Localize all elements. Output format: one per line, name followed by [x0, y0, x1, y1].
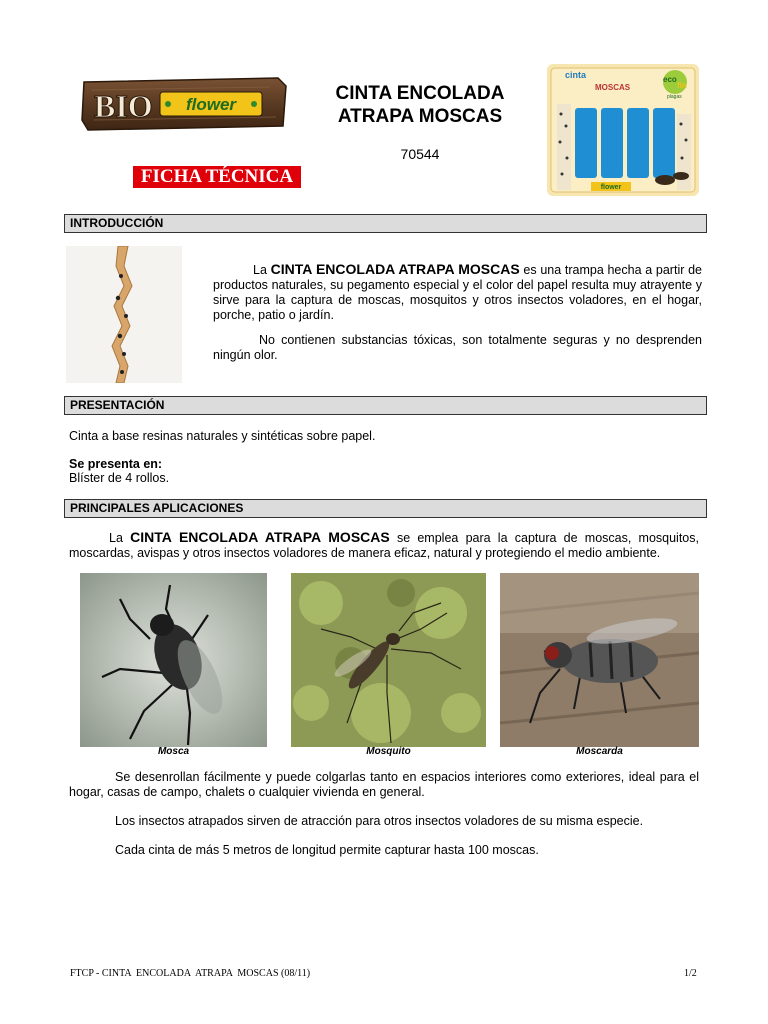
intro-paragraph-1 [213, 262, 702, 323]
logo-flower-text: flower [185, 95, 237, 114]
aplicaciones-paragraph-2: Se desenrollan fácilmente y puede colgarlas tanto en espacios interiores como exteriores, ideal para el hogar, casas de campo, chalets o cualquier vivienda en general. [69, 770, 699, 799]
product-code: 70544 [400, 146, 440, 162]
title-line-1: CINTA ENCOLADA [335, 83, 505, 104]
caption-mosquito: Mosquito [366, 746, 411, 757]
intro-p1-body: es una trampa hecha a partir de productos naturales, su pegamento especial y el color del papel resulta muy atrayente y sirve para la captura de moscas, mosquitos y otros insectos voladores, en el hogar, porche, patio o jardín. [213, 263, 702, 322]
intro-p1-product-name: CINTA ENCOLADA ATRAPA MOSCAS [270, 261, 520, 277]
product-package-image [547, 64, 699, 196]
package-fin-text: fin [677, 81, 687, 90]
aplicaciones-p1-body: se emplea para la captura de moscas, mosquitos, moscardas, avispas y otros insectos voladores de manera eficaz, natural y protegiendo el medio ambiente. [69, 531, 699, 560]
section-bar-presentacion: PRESENTACIÓN [64, 396, 707, 415]
package-brand-text: flower [600, 184, 622, 191]
aplicaciones-paragraph-1 [69, 530, 699, 561]
logo-bio-text: BIO [94, 88, 153, 124]
tape-photo [66, 246, 182, 383]
aplicaciones-p1-product-name: CINTA ENCOLADA ATRAPA MOSCAS [130, 529, 390, 545]
intro-paragraph-2: No contienen substancias tóxicas, son totalmente seguras y no desprenden ningún olor. [213, 333, 702, 362]
caption-moscarda: Moscarda [576, 746, 623, 757]
package-plagas-text: plagas [667, 94, 682, 100]
package-moscas-text: MOSCAS [595, 83, 631, 92]
bio-flower-logo [80, 76, 288, 132]
product-title [312, 82, 528, 128]
intro-p1-prefix: La [253, 263, 267, 277]
mosca-photo [80, 573, 267, 747]
presentacion-subheading: Se presenta en: [69, 457, 163, 471]
aplicaciones-p1-prefix: La [109, 531, 123, 545]
aplicaciones-paragraph-4: Cada cinta de más 5 metros de longitud permite capturar hasta 100 moscas. [115, 843, 539, 857]
caption-mosca: Mosca [157, 746, 190, 757]
package-cinta-text: cinta [565, 70, 587, 80]
ficha-tecnica-label: FICHA TÉCNICA [133, 166, 301, 188]
title-line-2: ATRAPA MOSCAS [337, 106, 503, 127]
presentacion-paragraph-2: Blíster de 4 rollos. [69, 471, 170, 485]
aplicaciones-paragraph-3: Los insectos atrapados sirven de atracción para otros insectos voladores de su misma especie. [115, 814, 644, 828]
moscarda-photo [500, 573, 699, 747]
mosquito-photo [291, 573, 486, 747]
section-bar-introduccion: INTRODUCCIÓN [64, 214, 707, 233]
footer-page-number: 1/2 [684, 968, 697, 979]
section-bar-aplicaciones: PRINCIPALES APLICACIONES [64, 499, 707, 518]
package-eco-text: eco [663, 75, 677, 84]
footer-document-id: FTCP - CINTA ENCOLADA ATRAPA MOSCAS (08/11) [70, 968, 311, 979]
presentacion-paragraph-1: Cinta a base resinas naturales y sintéticas sobre papel. [69, 429, 376, 443]
